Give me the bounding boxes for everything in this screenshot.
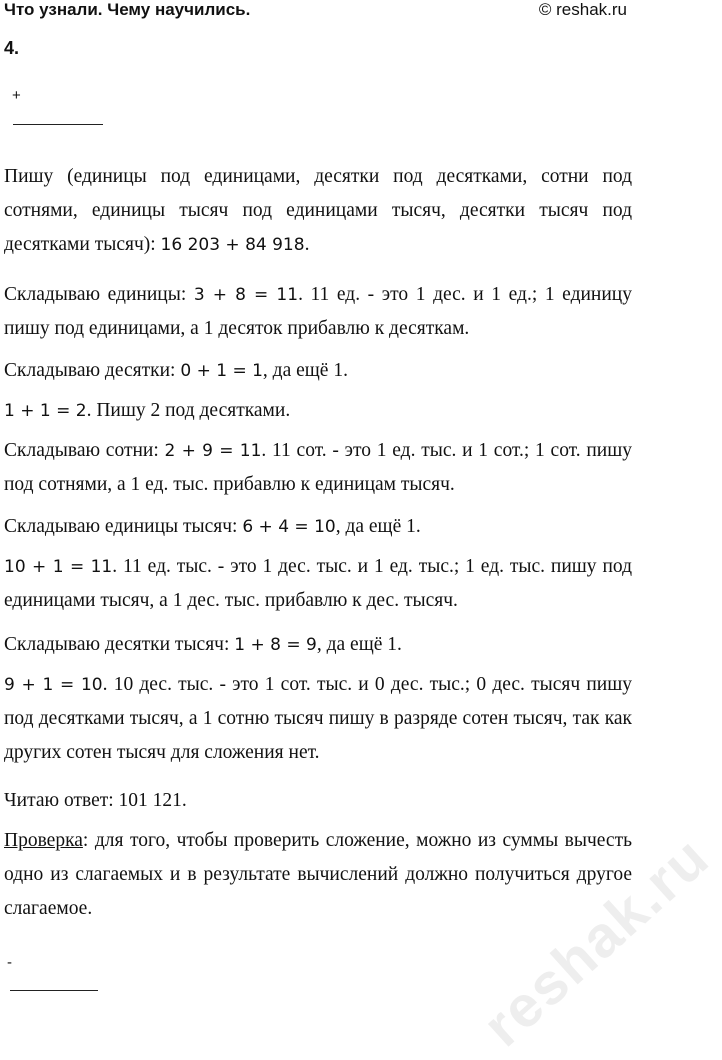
paragraph-thousands [4,510,632,544]
text: Читаю ответ: 101 121. [4,790,187,811]
text: . 10 дес. тыс. - это 1 сот. тыс. и 0 дес. тыс.; 0 дес. тысяч пишу под десятками тысяч, а 1 сотню тысяч пишу в разряде сотен тысяч, так как других сотен тысяч для сложения нет. [4,674,632,763]
paragraph-answer [4,784,632,818]
text: . 11 ед. - это 1 дес. и 1 ед.; 1 единицу пишу под единицами, а 1 десяток прибавлю к десяткам. [4,284,632,339]
paragraph-check [4,824,632,926]
text: . Пишу 2 под десятками. [86,400,291,421]
math-expression: 1 + 1 = 2 [4,401,87,421]
minus-sign: - [7,954,12,971]
math-expression: 16 203 + 84 918 [160,235,305,255]
watermark-text: reshak.ru [470,823,722,1060]
plus-sign: + [12,87,21,104]
paragraph-thousands-2 [4,550,632,618]
sum-line [13,124,103,125]
copyright-label: © reshak.ru [538,0,627,19]
page-title: Что узнали. Чему научились. [4,0,251,19]
paragraph-ten-thousands-2 [4,668,632,770]
paragraph-tens [4,354,632,388]
paragraph-ten-thousands [4,628,632,662]
text: , да ещё 1. [316,634,402,655]
difference-line [10,990,98,991]
paragraph-tens-2 [4,394,632,428]
paragraph-units [4,278,632,346]
text: , да ещё 1. [262,360,348,381]
text: Складываю единицы тысяч: [4,516,243,537]
text: Складываю десятки тысяч: [4,634,235,655]
text: , да ещё 1. [335,516,421,537]
text: . [304,234,310,255]
text: Складываю сотни: [4,440,165,461]
text: Пишу (единицы под единицами, десятки под десятками, сотни под сотнями, единицы тысяч под единицами тысяч, десятки тысяч под десятками тысяч): [4,166,632,255]
text: Складываю десятки: [4,360,181,381]
math-expression: 1 + 8 = 9 [234,635,317,655]
math-expression: 0 + 1 = 1 [180,361,263,381]
math-expression: 10 + 1 = 11 [4,557,113,577]
math-expression: 2 + 9 = 11 [164,441,262,461]
math-expression: 9 + 1 = 10 [4,675,103,695]
math-expression: 6 + 4 = 10 [242,517,336,537]
text: Складываю единицы: [4,284,194,305]
math-expression: 3 + 8 = 11 [193,285,299,305]
text: . 11 сот. - это 1 ед. тыс. и 1 сот.; 1 сот. пишу под сотнями, а 1 ед. тыс. прибавлю к единицам тысяч. [4,440,632,495]
task-number: 4. [4,38,20,58]
paragraph-hundreds [4,434,632,502]
text: . 11 ед. тыс. - это 1 дес. тыс. и 1 ед. тыс.; 1 ед. тыс. пишу под единицами тысяч, а 1 дес. тыс. прибавлю к дес. тысяч. [4,556,632,611]
check-label: Проверка [4,830,83,851]
text: : для того, чтобы проверить сложение, можно из суммы вычесть одно из слагаемых и в результате вычислений должно получиться другое слагаемое. [4,830,632,919]
paragraph-setup [4,160,632,262]
